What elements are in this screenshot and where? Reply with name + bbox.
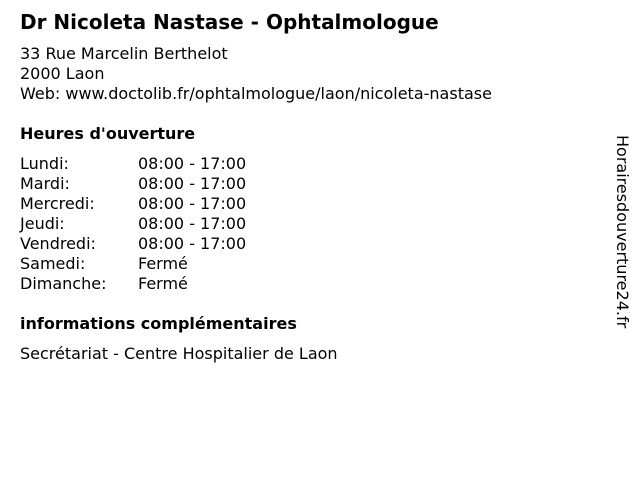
day-label: Dimanche: xyxy=(20,274,107,293)
hours-row-tuesday xyxy=(20,174,320,194)
day-label: Mardi: xyxy=(20,174,70,193)
hours-row-saturday xyxy=(20,254,320,274)
additional-info-heading: informations complémentaires xyxy=(20,314,297,333)
day-label: Mercredi: xyxy=(20,194,95,213)
site-watermark: Horairesdouverture24.fr xyxy=(613,135,632,329)
hours-row-friday xyxy=(20,234,320,254)
hours-row-thursday xyxy=(20,214,320,234)
day-label: Vendredi: xyxy=(20,234,96,253)
time-value: 08:00 - 17:00 xyxy=(138,154,247,173)
time-value: Fermé xyxy=(138,274,188,293)
street-address: 33 Rue Marcelin Berthelot xyxy=(20,44,228,63)
time-value: Fermé xyxy=(138,254,188,273)
hours-row-wednesday xyxy=(20,194,320,214)
opening-hours-list xyxy=(20,154,320,294)
day-label: Lundi: xyxy=(20,154,69,173)
opening-hours-heading: Heures d'ouverture xyxy=(20,124,196,143)
day-label: Samedi: xyxy=(20,254,86,273)
website-line: Web: www.doctolib.fr/ophtalmologue/laon/nicoleta-nastase xyxy=(20,84,492,103)
time-value: 08:00 - 17:00 xyxy=(138,214,247,233)
city-address: 2000 Laon xyxy=(20,64,105,83)
time-value: 08:00 - 17:00 xyxy=(138,194,247,213)
time-value: 08:00 - 17:00 xyxy=(138,174,247,193)
time-value: 08:00 - 17:00 xyxy=(138,234,247,253)
hours-row-monday xyxy=(20,154,320,174)
day-label: Jeudi: xyxy=(20,214,65,233)
additional-info-text: Secrétariat - Centre Hospitalier de Laon xyxy=(20,344,338,363)
page-title: Dr Nicoleta Nastase - Ophtalmologue xyxy=(20,10,439,34)
address-block xyxy=(20,44,492,104)
hours-row-sunday xyxy=(20,274,320,294)
